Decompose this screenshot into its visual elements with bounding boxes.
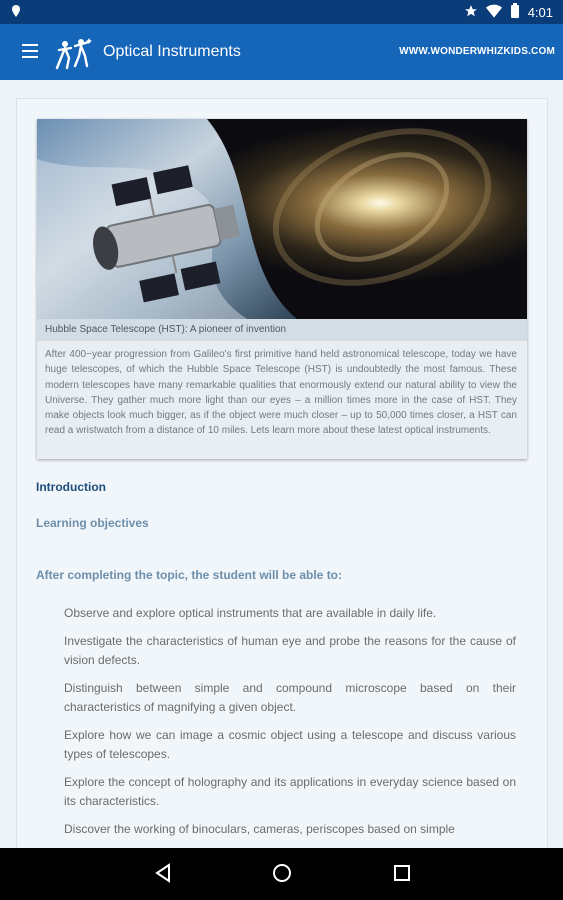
hubble-image [37, 119, 527, 319]
location-pin-icon [10, 4, 22, 25]
logo-icon [55, 36, 95, 75]
feature-figure [37, 119, 527, 459]
navigation-bar [0, 848, 563, 900]
status-time: 4:01 [527, 5, 553, 20]
objective-item: Observe and explore optical instruments that are available in daily life. [64, 606, 437, 620]
introduction-link[interactable]: Introduction [36, 480, 106, 494]
objectives-list [64, 604, 516, 848]
figure-caption: Hubble Space Telescope (HST): A pioneer of invention [37, 319, 527, 341]
learning-objectives-heading: Learning objectives [36, 516, 149, 530]
menu-icon[interactable] [22, 44, 38, 58]
app-bar [0, 24, 563, 80]
back-icon[interactable] [152, 862, 174, 889]
content-area[interactable] [0, 80, 563, 848]
battery-icon [510, 3, 520, 22]
objective-item: Distinguish between simple and compound microscope based on their characteristics of magnifying a given object. [64, 681, 516, 714]
wifi-icon [486, 4, 502, 21]
objective-item: Investigate the characteristics of human eye and probe the reasons for the cause of vision defects. [64, 634, 516, 667]
after-completing-heading: After completing the topic, the student will be able to: [36, 568, 343, 582]
app-title: Optical Instruments [103, 43, 241, 60]
home-icon[interactable] [271, 862, 293, 889]
objective-item: Discover the working of binoculars, cameras, periscopes based on simple [64, 822, 455, 836]
objective-item: Explore how we can image a cosmic object using a telescope and discuss various types of telescopes. [64, 728, 516, 761]
star-icon [464, 4, 478, 21]
status-bar [0, 0, 563, 24]
recents-icon[interactable] [391, 862, 413, 889]
site-link[interactable]: WWW.WONDERWHIZKIDS.COM [399, 46, 555, 57]
objective-item: Explore the concept of holography and its applications in everyday science based on its characteristics. [64, 775, 516, 808]
figure-description: After 400−year progression from Galileo's first primitive hand held astronomical telescope, today we have huge telescopes, of which the Hubble Space Telescope (HST) is undoubtedly the most famous. These modern telescopes have many remarkable qualities that enormously extend our natural ability to view the Universe. They gather much more light than our eyes – a million times more in the case of HST. They make objects look much bigger, as if the object were much closer – up to 50,000 times closer, a HST can read a wristwatch from a distance of 10 miles. Lets learn more about these latest optical instruments. [45, 349, 517, 437]
